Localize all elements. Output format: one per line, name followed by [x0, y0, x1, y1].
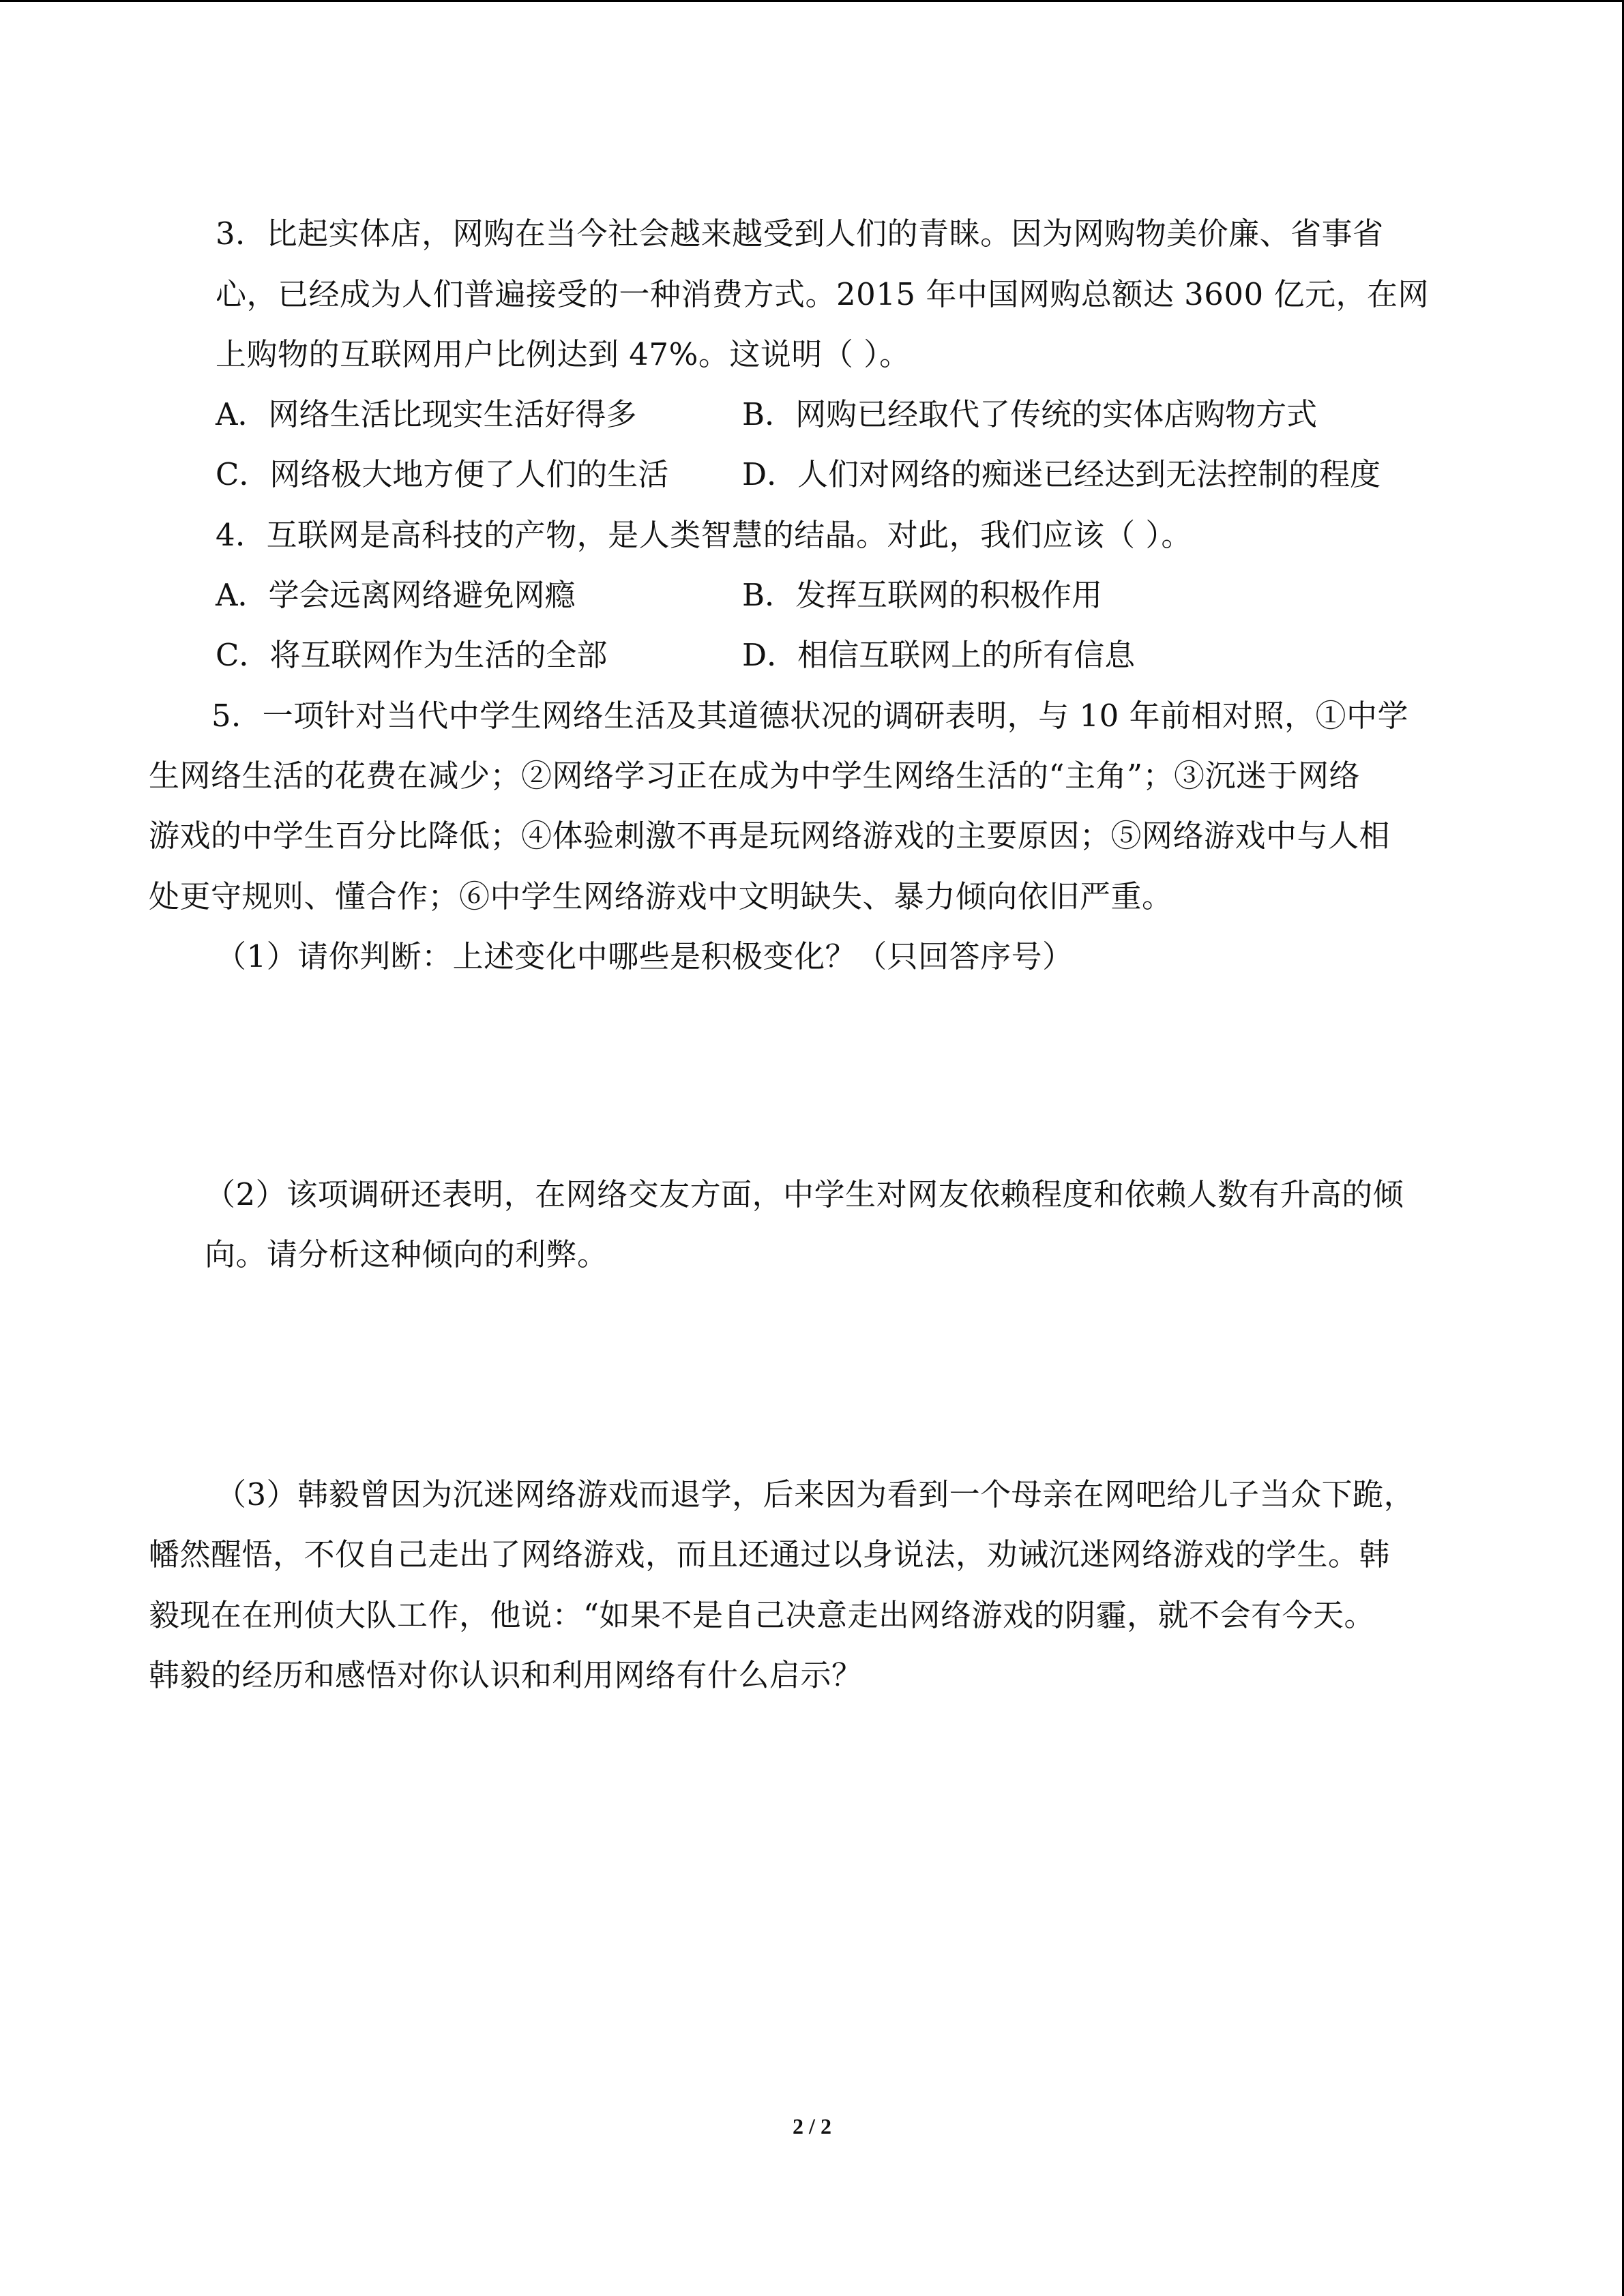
q5-sub1: （1）请你判断：上述变化中哪些是积极变化？（只回答序号）	[216, 938, 1074, 974]
q5-sub3-line-1: （3）韩毅曾因为沉迷网络游戏而退学，后来因为看到一个母亲在网吧给儿子当众下跪，	[216, 1476, 1415, 1512]
q5-line-3: 游戏的中学生百分比降低；④体验刺激不再是玩网络游戏的主要原因；⑤网络游戏中与人相	[149, 818, 1391, 854]
q3-line-1: 3．比起实体店，网购在当今社会越来越受到人们的青睐。因为网购物美价廉、省事省	[216, 215, 1384, 252]
q5-sub2-line-1: （2）该项调研还表明，在网络交友方面，中学生对网友依赖程度和依赖人数有升高的倾	[205, 1176, 1404, 1212]
q3-option-d: D．人们对网络的痴迷已经达到无法控制的程度	[742, 456, 1381, 492]
q5-sub3-line-4: 韩毅的经历和感悟对你认识和利用网络有什么启示？	[149, 1657, 863, 1693]
q5-line-1: 5．一项针对当代中学生网络生活及其道德状况的调研表明，与 10 年前相对照，①中学	[211, 698, 1409, 734]
q4-option-a: A．学会远离网络避免网瘾	[216, 577, 576, 613]
q4-option-d: D．相信互联网上的所有信息	[742, 637, 1136, 673]
q3-option-c: C．网络极大地方便了人们的生活	[216, 456, 669, 492]
q3-line-3: 上购物的互联网用户比例达到 47%。这说明（ ）。	[216, 336, 911, 372]
q4-option-c: C．将互联网作为生活的全部	[216, 637, 608, 673]
q5-sub3-line-3: 毅现在在刑侦大队工作，他说：“如果不是自己决意走出网络游戏的阴霾，就不会有今天。	[149, 1597, 1376, 1633]
q3-option-b: B．网购已经取代了传统的实体店购物方式	[742, 396, 1318, 432]
page-number: 2 / 2	[793, 2114, 831, 2138]
q5-line-4: 处更守规则、懂合作；⑥中学生网络游戏中文明缺失、暴力倾向依旧严重。	[149, 878, 1173, 914]
q3-option-a: A．网络生活比现实生活好得多	[216, 396, 637, 432]
q3-line-2: 心，已经成为人们普遍接受的一种消费方式。2015 年中国网购总额达 3600 亿元，在网	[216, 276, 1429, 312]
q5-line-2: 生网络生活的花费在减少；②网络学习正在成为中学生网络生活的“主角”；③沉迷于网络	[149, 758, 1361, 794]
q5-sub2-line-2: 向。请分析这种倾向的利弊。	[205, 1236, 608, 1272]
q4-stem: 4．互联网是高科技的产物，是人类智慧的结晶。对此，我们应该（ ）。	[216, 517, 1192, 553]
q4-option-b: B．发挥互联网的积极作用	[742, 577, 1103, 613]
q5-sub3-line-2: 幡然醒悟，不仅自己走出了网络游戏，而且还通过以身说法，劝诫沉迷网络游戏的学生。韩	[149, 1536, 1391, 1572]
